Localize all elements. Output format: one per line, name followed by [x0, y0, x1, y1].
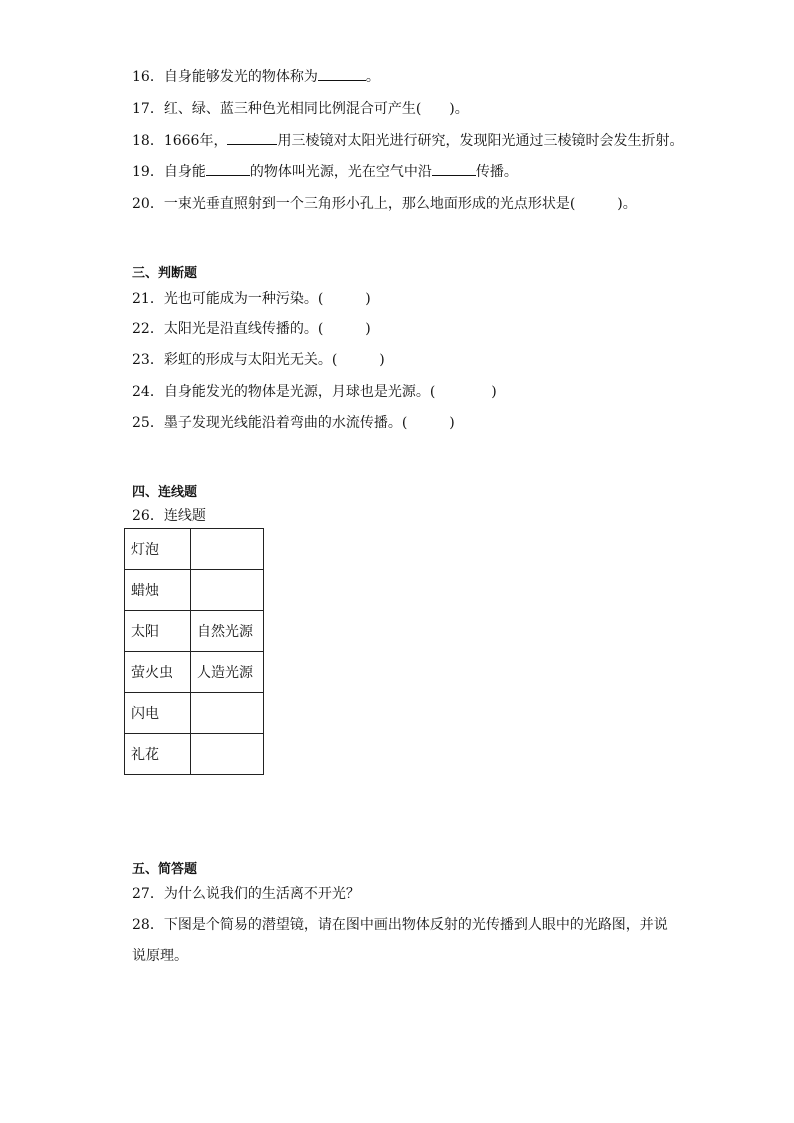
answer-blank[interactable] — [318, 68, 366, 81]
table-cell: 萤火虫 — [125, 652, 191, 693]
section-title: 三、判断题 — [132, 266, 198, 281]
matching-table — [124, 528, 264, 775]
question-16-end: 。 — [365, 69, 380, 85]
question-18-text: 18．1666年， — [132, 133, 228, 149]
question-28: 28．下图是个简易的潜望镜，请在图中画出物体反射的光传播到人眼中的光路图，并说 — [132, 917, 668, 933]
table-cell: 蜡烛 — [125, 570, 191, 611]
question-16-text: 16．自身能够发光的物体称为 — [132, 69, 318, 85]
table-cell: 人造光源 — [191, 652, 264, 693]
table-cell — [191, 529, 264, 570]
question-24: 24．自身能发光的物体是光源，月球也是光源。( ) — [132, 384, 497, 400]
table-row — [125, 652, 264, 693]
question-17-text: 17．红、绿、蓝三种色光相同比例混合可产生( )。 — [132, 101, 469, 117]
table-cell — [191, 734, 264, 775]
table-cell: 闪电 — [125, 693, 191, 734]
answer-blank[interactable] — [432, 163, 476, 176]
table-cell: 自然光源 — [191, 611, 264, 652]
question-27: 27．为什么说我们的生活离不开光？ — [132, 886, 360, 902]
table-cell — [191, 693, 264, 734]
table-row — [125, 693, 264, 734]
section-title: 五、简答题 — [132, 862, 198, 877]
question-16 — [132, 66, 380, 86]
answer-blank[interactable] — [227, 132, 277, 145]
table-cell: 太阳 — [125, 611, 191, 652]
question-23: 23．彩虹的形成与太阳光无关。( ) — [132, 352, 385, 368]
table-cell: 礼花 — [125, 734, 191, 775]
question-19-end: 传播。 — [475, 164, 518, 180]
question-19-middle: 的物体叫光源，光在空气中沿 — [249, 164, 432, 180]
question-19 — [132, 161, 518, 181]
question-20-text: 20．一束光垂直照射到一个三角形小孔上，那么地面形成的光点形状是( )。 — [132, 196, 637, 212]
question-17 — [132, 98, 469, 118]
table-row — [125, 734, 264, 775]
question-18 — [132, 130, 683, 150]
answer-blank[interactable] — [206, 163, 250, 176]
question-22: 22．太阳光是沿直线传播的。( ) — [132, 321, 371, 337]
question-20 — [132, 193, 637, 213]
section-title: 四、连线题 — [132, 485, 198, 500]
question-28-continued: 说原理。 — [132, 948, 188, 964]
question-18-end: 用三棱镜对太阳光进行研究，发现阳光通过三棱镜时会发生折射。 — [277, 133, 684, 149]
question-26: 26．连线题 — [132, 508, 206, 524]
table-cell: 灯泡 — [125, 529, 191, 570]
table-row — [125, 570, 264, 611]
table-row — [125, 611, 264, 652]
question-21: 21．光也可能成为一种污染。( ) — [132, 291, 371, 307]
question-19-text: 19．自身能 — [132, 164, 206, 180]
table-cell — [191, 570, 264, 611]
table-row — [125, 529, 264, 570]
question-25: 25．墨子发现光线能沿着弯曲的水流传播。( ) — [132, 415, 455, 431]
